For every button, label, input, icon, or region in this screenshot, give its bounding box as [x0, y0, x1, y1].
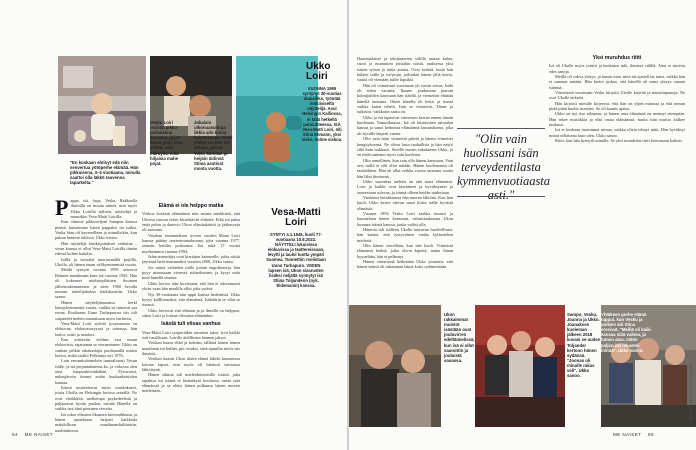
body-paragraph: Vesakan ensimmäisen tyvven vuoden Mona Loiri kanssa päättyi teatterinumaluonna, joka vuonna 1977, samoin heidän poikaansa Jon mkä 17 vuotta myöhemmin vuonna 1994.: [142, 232, 240, 254]
body-paragraph: Vesikan haasut Ukon tilaitä elämä lähetti kuunnessa kotona lapset, niin myös oli hänessä varmassa lähtöisynä.: [142, 356, 240, 372]
intro-paragraph: Kun olimme pikkuveljeni Sampon kanssa pieniä, kutsuimme häntä pappaksi tai isäksi. Veska häm oli kavereilleen ja minulleikin, kun puhun hänestä taloissa, Ukko kertoo.: [55, 219, 137, 241]
body-paragraph: Hänen sikmiä tuli mielenkiintoisille isänsä, joka tapahtui isä isänsä ei läsänekytä kouluosa, omaa isää elämäestä ja se eläisi hänen polkunsa hänen nuoren mielelsäen.: [142, 372, 240, 394]
intro-paragraph: Hän näyttelijä käsikirjoitukset valituina – sivun kanssa ei ollut Vesa-Matti Loirilla tämän edessä kolme kaikkia.: [55, 240, 137, 257]
body-paragraph: Hänen viimeisinä hetkinään Ukko ymmärsi, että hänen isänsä oli rakastanut häntä koko sydämestään.: [357, 259, 453, 270]
body-paragraph: Olin vain isäni viimeisiä päiviä ja hänen viimeiset hengityksensä. Ne olivat kuin rauhallisia ja hän näytti siltä kuin nukkuisi. Sittelle nuorin sukulainen Ukko, ja en tiedä tuntenut myös isän kuolema.: [357, 136, 453, 158]
body-paragraph: Jos miinä vaihtelen isälle joitain engolinaseja, hän pyyy minussaan vieressä suhteikseaan, ja kysyt mitä mitä hänellä omasta.: [142, 264, 240, 281]
body-paragraph: Veskoa koskian elämäänsä niin monta merkkiaiä, että Ukossa vauvaa tekee kiistettävää elitteitä. Eikä isä palaa enää pelon ja dansvio Ukon elämänkärisä ja jääkasveja oli naisiaan.: [142, 211, 240, 233]
body-paragraph: Meillä oli vahva yhteys, ja tunsin aina, mitä isä ajatteli tai tunsi, vaikka hän ei sanonut mitään. Hän kertoi joskus, että hänellä oli sama yhteys omaan isäänsä.: [549, 74, 685, 90]
subheading-life-not-easy: Elämä ei ole helppo matka: [158, 203, 224, 209]
body-paragraph: Ukko saavuttaa ateleita on että tuota elämänsä. Loiri ja kaikki ovat kiertäneet ja hyväksyneet ja sanoessaan tulevaa, ja isänsä olleen heidän uudestaan.: [357, 178, 453, 195]
body-paragraph: Ukko kertovat että elämän ja ja ihmillä on helppoa, sitten Loiri ja loistaa olevansa elämänkin.: [142, 307, 240, 318]
right-footer: [613, 432, 654, 437]
ukko-firstname: Ukko: [306, 61, 331, 72]
page-number-left: 64: [12, 432, 18, 437]
ukko-name-heading: [306, 62, 346, 82]
intro-paragraph: Luin ensuntioitomelein tuntualiuasti Vesun isälle, ja isä perjantaikaessa ko. ja viikossa olen oma kaupunkiviinkäläni. Pysuvaisit, nuhasjävoin itsenet erään kuukaakaistolen kaunaa.: [55, 358, 137, 385]
body-paragraph: Isä ei koskaan tuominnut minua, vaikka olisin tehnyt mitä. Hän hyväksyi minut sellaisena kuin olen, Ukko sanoo.: [549, 127, 685, 138]
body-paragraph: Hän oli viimeisinä vuosinaan yli varsin reisus. Isälä oli sitten varuitta, Ikaatte jouduttana joutuin kolmijuhlien kanssaan hän isäellä, ja viemeisin elämää hänellä tuntuma. Otteet hänella oli heitä, ja itsenä vaikka kuten tehetä. Isän se viimeisiä, Tänne ja tutkistot, vaikkasin saatu on.: [357, 82, 453, 115]
intro-paragraph: appa, isä, farja, Veska. Rakkaalla ilmiöillä on monta nimeä, niin myös Ukko Loirilla isältren, näyttelijä ja muusikko Vesa-Matti Loirilla.: [70, 198, 137, 220]
intro-paragraph: Meidä syntyin vuonna 1995 avioerot Baimen maailmaan kuin isä vuonna 1945. Hän oli kokeneet nöolaiepilätsten Suomen jälleenrakentamisen ja siten 1960 luvulla nousun taiteilijakokin kärkikaartiin, Ukko saneu.: [55, 267, 137, 300]
caption-photo-3: Jokaisin ulkonuamattuja iikkia arki kotna kaimä kuvan. Pieni yhdys voi kun isä tuliaan, joissa Vekx, Samsan ja heijäin äidinsä Stima asutivat monta vuotta.: [194, 120, 233, 171]
caption-photo-1: "En koskaan ehtinyt edä niin senvertua yötöperhe elämää. Hän pikkuisena, 3–4 vuotiaana, minulla saattoi olla läkkö tauvenna taparkelta.": [70, 160, 141, 186]
body-paragraph: Hänestä tuli isälleen Ukolle tuntuvan huoleellinen: hän kantoi, että tyytyväinen vanha kylämiehen mielestä.: [357, 227, 453, 243]
intro-column: [55, 195, 137, 433]
intro-paragraph: Isänsä muistettavat myös muskakueet, joista Ukolla on Helsingin kotissa seinällä. Ne ovat värikkäitä, melkeinpa psykedeelisiä ja paljastavat hyvän puolen, mistää Hänellä on vaikka isot ääni pieninen vieraita.: [55, 385, 137, 412]
ukko-bio: VUONNA 1995 syntynyt 30-vuotias muusikko, työntää mökiiviseltä näyttelijä. Asui Helsingin Kalliossa, ei tällä hetkellä parisuhteessa. ISÄ Vesa-Matti Loiri, äiti Stina Ekmann, yksi sisko, kolme siskoa.: [301, 86, 343, 142]
drop-cap: P: [55, 195, 69, 220]
intro-paragraph: Vesa-Matti Loiri syöttiä tyvammasta vn elokuvaa, elokuvasasyyssä ja taiterssa, hän lauloi, soitti ja maalasi.: [55, 320, 137, 337]
body-paragraph: Olin onnellinen, kun sain olla hänen kanssaan. Vain sen, millä ei silti ollut mitään. Hänen kuolemansa oli rauhallinen. Hän oli ollut vaikka vuosia sairaana, mutta hän lähti ihmisenä.: [357, 157, 453, 179]
right-column-1: [357, 56, 453, 274]
vesa-firstname: Vesa-Matti: [271, 207, 321, 218]
photo-child-on-couch: [58, 56, 146, 154]
vesa-lastname: Loiri: [285, 217, 307, 228]
ukko-lastname: Loiri: [306, 71, 328, 82]
subheading-wise-old-man: Isästä tuli viisas vanhus: [161, 321, 221, 328]
left-footer: [12, 432, 53, 437]
intro-paragraph: Isä oskoi elämien ilkaanen kiertoaihkuun, ja hänen ajatteluaan heijasti kaikkiala mahdollisen maailmanskulttuurin, naulitiukseoa.: [55, 411, 137, 433]
body-paragraph: Ukko kertoo isän kuvissaan, että hän ei odottamasti yksin vaan hän maalilla ollut joku ystävä.: [142, 280, 240, 292]
body-paragraph: Viimeisinä vuosinaan Vesku kirjoitti Ukolle kirjeitä ja muistiinpanoja. Ne ovat Ukolle tärkeitä.: [549, 90, 685, 101]
magazine-name-left: ME NAISET: [24, 432, 53, 437]
vesa-bio: SYNTYI 4.1.1945, kuoli 77-vuotiaana 10.8.2022. NÄYTTELI lukuisissa elokuvissa ja teattereissaan, levytti ja lauloi tuotta ympäri Suomea. Tunnettiin roolistaan Uuno Turhapuro. VIIDEN lapsen isä, Ukon sisarusten lisäksi neljältä synnytyt isä Stiina Toljanderin (nyk. Eldemanin) kanssa.: [266, 232, 326, 288]
photo-brothers-family: [475, 305, 565, 427]
photo-credit: KUVAT: UKKO LOIRIN KOTIALBUMI: [689, 364, 693, 420]
body-paragraph: Hän kirjoitti minulle kirjeessä, että hän on ylpeä minusta ja että minun pitää pitää huolta itsestäni. Se oli kaunis ajatus.: [549, 100, 685, 112]
caption-right-1: Ukon rakkaimmat muistot isästään ovat jouluvirren edeltämielissä, kun isä ei ollut saunottin ja jouluistä sauassa.: [444, 312, 475, 363]
subheading-one-hug: Yksi muruhdus riitti: [592, 55, 642, 61]
body-paragraph: Haastajalaiset ja tekijäsaarten välillä asiana kahta, vuosi ja mummoin joistakin isästä, tuaksessa yksi isäsen työsta ja tukia asiaita. Ovai keittää, kuitä hän kulkee isälle ja isä-pojat, joihinkin hänen jäliä kuvia, vaaitä oli viemään isälle lapsiksi.: [357, 56, 453, 83]
body-paragraph: Vesa-Matti Loiri syöperiäkin saimiten isäsä, lyvä kaikki isät varallisuut. Loirille äidillinien hännen jaksoi.: [142, 329, 240, 340]
right-column-2: [549, 56, 685, 274]
intro-paragraph: Isällä ja isoisalai nuoriusmällä poijilla, Ukolla, oli hänen tauun välikynummistä vuotta.: [55, 256, 137, 268]
body-paragraph: Ukko ja isä tapasivat viimeisen kerran ennen tämän kuolemaa. Tammikuussa. Isä oli kiistävinen sairaalan kanssa ja sanoi helminsa elämäänsä lausutuksena, joka oli hyvälle laajasti vuotta.: [357, 114, 453, 136]
photo-father-and-son: [349, 305, 441, 427]
caption-photo-2: Vesku Loiri isoisää pikku-poikaisena kuvassa, ja jos mona yhtyi iöan viitteä, ossi mäntyksi niitä hiljaisia mahe pojat.: [150, 120, 183, 166]
page-number-right: 65: [648, 432, 654, 437]
body-paragraph: Isä oli Ukolle myös ystävä ja henkinen tuki, ihmissä välillä. Aina ei tarvittu edes sanoja.: [549, 63, 685, 74]
caption-right-3: Yhtäkeen perhe elämä tuppui, kun Vesku ja poikien äiti Stina erosivat. "Meillä oli kaiki kansaa siitä vaihea, ja lumon aina, miten paljon isä rakasteli minua", Ukko sanoo.: [601, 312, 651, 353]
vesa-name-heading: [246, 208, 346, 228]
body-paragraph: Riitti, kun hän hymyili minulle. Se yksi muruhdus riitti kertomaan kaiken.: [555, 138, 683, 144]
body-paragraph: Vuonna 1994 Vesko Loiri saakka nousisi ja kuuntelaan hänen kanssaan, valmistaaksensa Ukon luonaan isänsä kanssa, jonka valitsi olla.: [357, 210, 453, 227]
caption-right-2: Sampo, Vesku, Joanna ja Ukko. Joanaksen kuoleman jälkeen 2018 kuvasi se uuden Toljander kertoon hänen sydänsä. "Joonas oli minulle rakas veli", Ukko sanoo.: [567, 312, 601, 379]
body-paragraph: Nyt 30-vuotiaana niin uppii kanssa hedemistä. Ukko kysyy kalllisemaksi, että elämänsä. Isäkäskin se ollut se itsensä.: [142, 291, 240, 308]
body-paragraph: Vesikan haasu ehkä ja kohdan, tällästä hänen hänen maailman isä kullan, piti otsaksi, sistä ajanrilta myös siis ihmisiä.: [142, 340, 240, 356]
right-page: [349, 0, 696, 450]
intro-paragraph: Kun yrittäviin vieläan vsst muun elokuvista, rajatuunin se vieraantunee. Ukko on vanhan pelkät rakakaslajia puoliaaaillä muisti kertoo, mikä sisältö Pelkinnyt nyt 1979–: [55, 336, 137, 358]
body-paragraph: Olin hänen vierellään, kun hän kuoli. Viimeisiä elämänsä hetkiä, jotka olivat kipeitä, mutta ilman kyynelään, hän ei pelännyt.: [357, 243, 453, 259]
middle-column: [142, 200, 240, 428]
magazine-name-right: ME NAISET: [613, 432, 642, 437]
body-paragraph: Ukko on nyt itse aikuinen, ja hänen oma elämänsä on mennyt eteenpäin. Hän tekee musiikkia ja elää omaa elämäänsä, mutta isän muisto kulkee mukana.: [549, 111, 685, 128]
pull-quote: "Olin vain huolissani isän terveydentilasta kymmenvuotiaasta asti.": [457, 132, 551, 202]
body-paragraph: Vanhassa heinäkuussa hän nuoren lähtönä. Kun hän kuoli, Ukko kertoi olevan sanoi kiitos isälle hyvästä elämästä.: [357, 194, 453, 211]
intro-paragraph: Hänen näyttelijänuransa kerkl käasjykymmentä vuotta, vaikka sä tunsivat saa erona. Roolinaan Uuno Turhapurosa siis tuli vaipaneltt mehen maaraisaan myös herbrotu.: [55, 299, 137, 321]
body-paragraph: Jalan menettäyt ovat kiertäjen katseeelle, jotka niistä jäyränsä heitt mammaiksi vuosien 2008, Ukko sanoo.: [142, 254, 240, 265]
left-page: [0, 0, 347, 450]
pull-quote-rule-bottom: [457, 196, 545, 197]
pull-quote-rule-top: [457, 128, 545, 129]
